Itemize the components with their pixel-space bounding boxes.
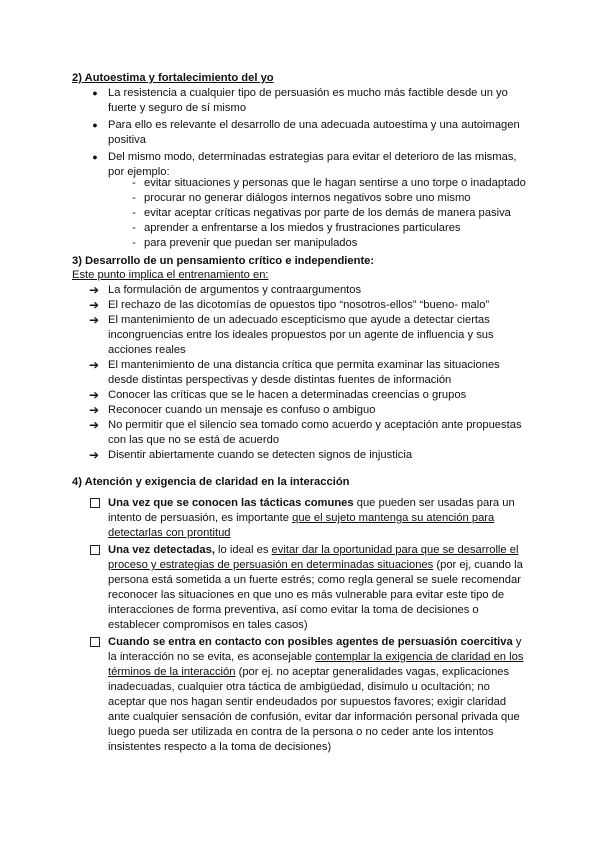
arrow-item [88,298,528,313]
bullet-icon: ● [92,88,98,98]
arrow-item [88,448,528,463]
checkbox-item [108,496,524,541]
arrow-right-icon: ➔ [88,283,100,297]
dash-text: para prevenir que puedan ser manipulados [144,237,358,249]
checkbox-item [108,635,524,755]
arrow-text: El mantenimiento de una distancia crítica que permita examinar las situaciones desde distintas perspectivas y desde distintas fuentes de información [108,359,500,386]
item-underlined-text: contemplar la exigencia de claridad en los términos de la interacción [108,651,524,678]
arrow-right-icon: ➔ [88,313,100,327]
arrow-right-icon: ➔ [88,388,100,402]
bullet-text: Para ello es relevante el desarrollo de una adecuada autoestima y una autoimagen positiva [108,119,520,146]
section-2-heading: 2) Autoestima y fortalecimiento del yo [72,72,274,84]
bullet-item [92,86,528,116]
section-3-intro: Este punto implica el entrenamiento en: [72,269,269,281]
item-underlined-text: que el sujeto mantenga su atención para detectarlas con prontitud [108,512,495,539]
dash-icon: - [132,177,136,189]
arrow-item [88,358,528,388]
item-bold-text: Una vez que se conocen las tácticas comunes [108,497,354,509]
dash-text: procurar no generar diálogos internos negativos sobre uno mismo [144,192,471,204]
arrow-item [88,388,528,403]
arrow-item [88,403,528,418]
checkbox[interactable] [90,545,100,555]
dash-icon: - [132,222,136,234]
arrow-item [88,313,528,358]
bullet-text: Del mismo modo, determinadas estrategias para evitar el deterioro de las mismas, por ejemplo: [108,151,517,178]
bullet-icon: ● [92,152,98,162]
dash-icon: - [132,192,136,204]
section-4-heading: 4) Atención y exigencia de claridad en la interacción [72,476,350,488]
dash-item [132,176,544,191]
arrow-right-icon: ➔ [88,358,100,372]
section-3-arrow-list [88,283,528,463]
arrow-text: El mantenimiento de un adecuado escepticismo que ayude a detectar ciertas incongruencias entre los ideales propuestos por un agente de influencia y sus acciones reales [108,314,494,356]
checkbox-item [108,543,524,633]
dash-item [132,236,544,251]
dash-item [132,191,544,206]
arrow-text: La formulación de argumentos y contraargumentos [108,284,362,296]
arrow-text: No permitir que el silencio sea tomado como acuerdo y aceptación ante propuestas con las que no se está de acuerdo [108,419,522,446]
bullet-text: La resistencia a cualquier tipo de persuasión es mucho más factible desde un yo fuerte y seguro de sí mismo [108,87,508,114]
checkbox[interactable] [90,498,100,508]
arrow-right-icon: ➔ [88,298,100,312]
checkbox[interactable] [90,637,100,647]
dash-icon: - [132,237,136,249]
dash-text: evitar aceptar críticas negativas por parte de los demás de manera pasiva [144,207,511,219]
arrow-text: Reconocer cuando un mensaje es confuso o ambiguo [108,404,376,416]
section-2-bullet-list [92,86,528,180]
item-bold-text: Una vez detectadas, [108,544,215,556]
arrow-right-icon: ➔ [88,403,100,417]
bullet-icon: ● [92,120,98,130]
item-text: lo ideal es [214,544,272,556]
item-underlined-text: evitar dar la oportunidad para que se desarrolle el proceso y estrategias de persuasión en determinadas situaciones [108,544,519,571]
bullet-item [92,118,528,148]
dash-item [132,221,544,236]
item-text: y la interacción no se evita, es aconsejable [108,636,522,663]
item-text: que pueden ser usadas para un intento de persuasión, es importante [108,497,515,524]
item-bold-text: Cuando se entra en contacto con posibles agentes de persuasión coercitiva [108,636,513,648]
arrow-text: El rechazo de las dicotomías de opuestos tipo “nosotros-ellos” “bueno- malo” [108,299,490,311]
dash-item [132,206,544,221]
item-text-tail: (por ej. no aceptar generalidades vagas, explicaciones inadecuadas, cualquier otra táctica de ambigüedad, disimulo u ocultación; no aceptar que nos hagan sentir endeudados por supuestos favores; exigir claridad ante cualquier sensación de confusión, evitar dar información personal privada que luego pueda ser utilizada en contra de la persona o no ceder ante los intentos insistentes respecto a la toma de decisiones) [108,666,520,753]
arrow-item [88,418,528,448]
dash-text: evitar situaciones y personas que le hagan sentirse a uno torpe o inadaptado [144,177,526,189]
section-4-checkbox-list [108,496,524,757]
item-text-tail: (por ej, cuando la persona está sometida a un fuerte estrés; como regla general se suele recomendar reconocer las situaciones en que uno es más vulnerable para evitar este tipo de interacciones de forma preventiva, así como evitar la toma de decisiones o establecer compromisos en tales casos) [108,559,523,631]
arrow-text: Disentir abiertamente cuando se detecten signos de injusticia [108,449,413,461]
arrow-text: Conocer las críticas que se le hacen a determinadas creencias o grupos [108,389,467,401]
arrow-right-icon: ➔ [88,448,100,462]
arrow-item [88,283,528,298]
section-3-heading: 3) Desarrollo de un pensamiento crítico e independiente: [72,255,375,267]
arrow-right-icon: ➔ [88,418,100,432]
section-2-sub-list [132,176,544,251]
dash-icon: - [132,207,136,219]
dash-text: aprender a enfrentarse a los miedos y frustraciones particulares [144,222,461,234]
